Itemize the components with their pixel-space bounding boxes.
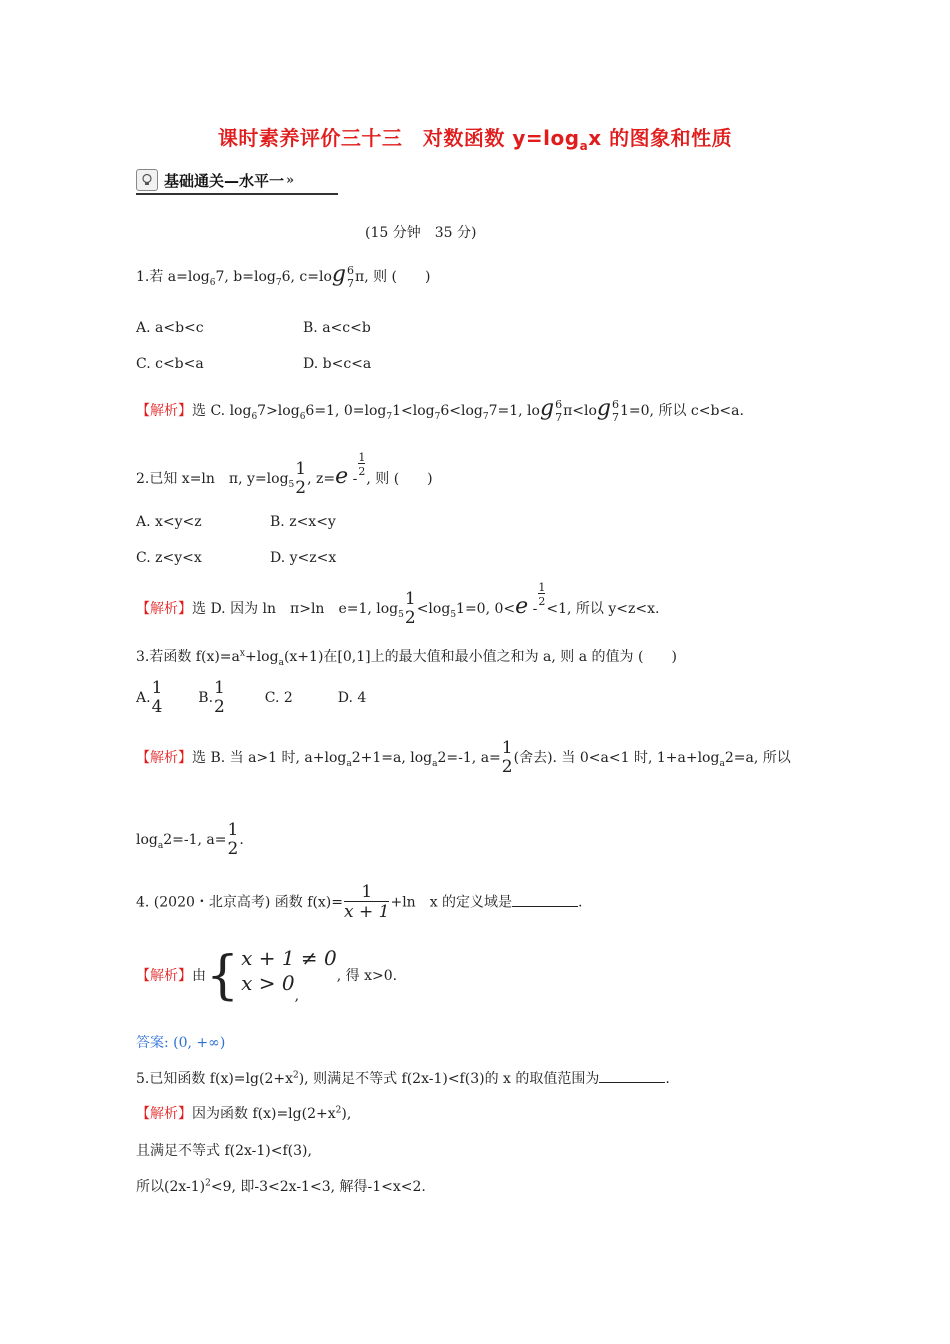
- q2-stem: 2.已知 x=ln π, $y=\log_5$ 1 2 , z=e - $\frac{1}{2}$ , 则 ( ): [136, 451, 433, 498]
- q4-answer-blank[interactable]: [512, 892, 578, 907]
- q5-analysis-line3: 所以$(2x-1)^2<9$, 即-3<2x-1<3, 解得-1<x<2.: [136, 1178, 426, 1195]
- q5-stem: 5.已知函数 $f(x)=\lg(2+x^2)$, 则满足不等式 f(2x-1)<f(3)的 x 的取值范围为 .: [136, 1068, 670, 1088]
- q2-analysis: 【解析】选 D. 因为 ln π>ln e=1, $\log_5$ 1 2 $<\log_51=0$, 0<e - $\frac{1}{2}$ <1, 所以 y<z<x.: [136, 581, 660, 628]
- q1-analysis: 【解析】选 C. $\log_67>\log_66=1$, $0=\log_71<\log_76<\log_77=1$, log 6 7 π<log 6 7 1=0, 所以 c<b<a.: [136, 396, 744, 424]
- q2-option-c: C. z<y<x: [136, 550, 202, 566]
- q1-option-d: D. b<c<a: [303, 356, 372, 372]
- lightbulb-icon: [136, 169, 158, 191]
- q4-stem: 4. (2020・北京高考) 函数 f(x)= $\frac{1}{x + 1}$ +ln x 的定义域是 .: [136, 882, 583, 922]
- q3-analysis: 【解析】选 B. 当 a>1 时, $a+\log_a2+1=a$, $\log_a2=-1$, a= 1 2 (舍去). 当 0<a<1 时, $1+a+\log_a2=a$, 所以: [136, 738, 791, 777]
- q5-analysis: 【解析】因为函数 $f(x)=\lg(2+x^2)$,: [136, 1105, 352, 1122]
- q5-answer-blank[interactable]: [599, 1068, 665, 1083]
- q3-options: A. 1 4 B. 1 2 C. 2 D. 4: [136, 678, 367, 717]
- timing: (15 分钟 35 分): [365, 225, 477, 241]
- q2-option-d: D. y<z<x: [270, 550, 337, 566]
- double-chevron-icon: »: [286, 172, 295, 188]
- q1-option-b: B. a<c<b: [303, 320, 371, 336]
- page-title: 课时素养评价三十三 对数函数 $y=\log_ax$ 的图象和性质: [217, 126, 733, 153]
- q4-answer: 答案: (0, +∞): [136, 1035, 226, 1051]
- section-header: [136, 168, 294, 192]
- q2-option-b: B. z<x<y: [270, 514, 336, 530]
- q5-analysis-line2: 且满足不等式 f(2x-1)<f(3),: [136, 1143, 312, 1159]
- q4-analysis: 【解析】由 { x + 1 ≠ 0 $x > 0_,$ , 得 x>0.: [136, 945, 398, 1006]
- q1-option-c: C. c<b<a: [136, 356, 204, 372]
- section-underline: [136, 193, 338, 195]
- q3-analysis-cont: $\log_a2=-1$, a= 1 2 .: [136, 820, 244, 859]
- q2-option-a: A. x<y<z: [136, 514, 202, 530]
- q3-stem: 3.若函数 $f(x)=a^x+\log_a(x+1)$在[0,1]上的最大值和最小值之和为 a, 则 a 的值为 ( ): [136, 648, 677, 668]
- section-label: 基础通关—水平一: [164, 171, 285, 190]
- q1-option-a: A. a<b<c: [136, 320, 204, 336]
- q1-stem: 1.若 $a=\log_67$, $b=\log_76$, c=log 6 7 π, 则 ( ): [136, 262, 431, 290]
